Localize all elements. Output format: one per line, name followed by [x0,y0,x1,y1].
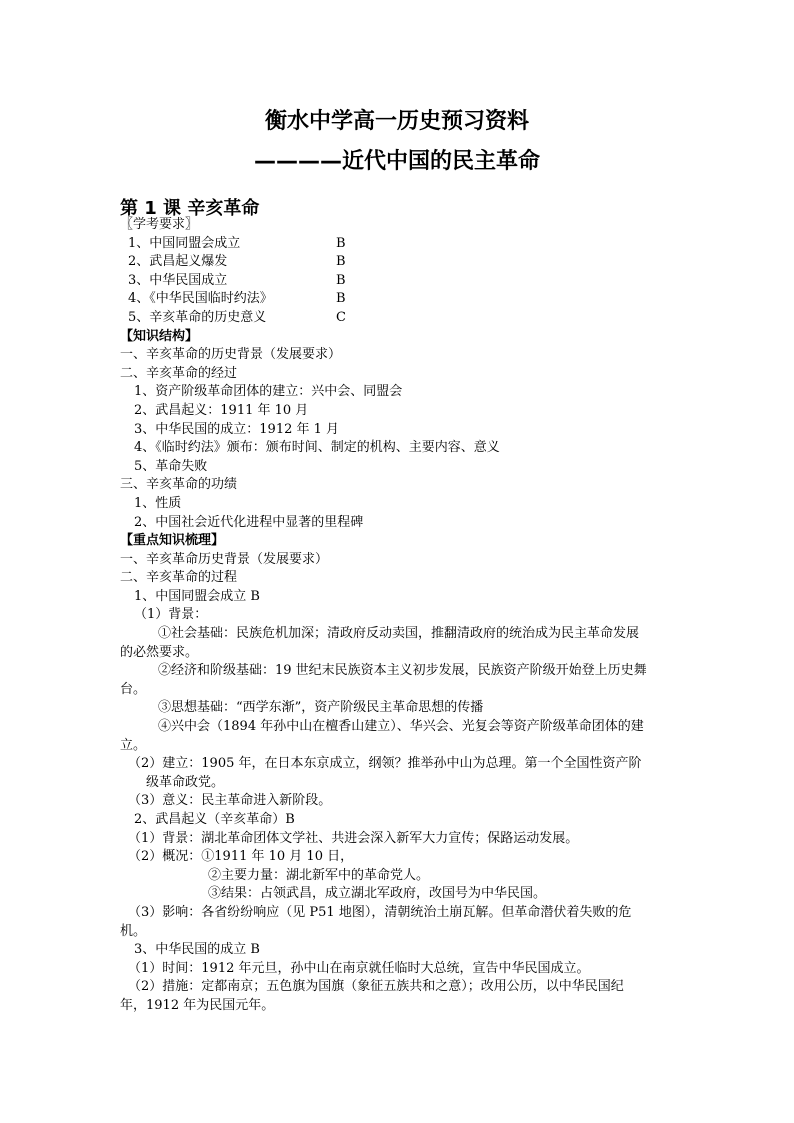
structure-subline: 1、性质 [134,495,182,511]
key-subsection-cont: 年，1912 年为民国元年。 [120,997,275,1013]
requirement-text: 2、武昌起义爆发 [128,254,228,270]
key-paragraph: ②经济和阶级基础：19 世纪末民族资本主义初步发展，民族资产阶级开始登上历史舞 [158,663,647,679]
key-subsection: （1）背景：湖北革命团体文学社、共进会深入新军大力宣传；保路运动发展。 [128,830,579,846]
key-subsection-cont: 机。 [120,923,147,939]
requirements-header: 〖学考要求〗 [120,217,199,232]
key-section: 3、中华民国的成立 B [134,942,260,958]
structure-line: 一、辛亥革命的历史背景（发展要求） [120,347,342,363]
key-subsection: （3）意义：民主革命进入新阶段。 [128,793,332,809]
requirement-text: 4、《中华民国临时约法》 [128,291,273,307]
structure-subline: 3、中华民国的成立：1912 年 1 月 [134,421,340,437]
requirement-text: 5、辛亥革命的历史意义 [128,309,267,325]
requirement-item [120,290,680,309]
key-subsection: （3）影响：各省纷纷响应（见 P51 地图），清朝统治土崩瓦解。但革命潜伏着失败的危 [128,904,632,920]
content-body [120,216,680,1016]
requirement-item [120,309,680,328]
structure-header: 【知识结构】 [120,328,199,344]
key-paragraph: ③思想基础：“西学东渐”，资产阶级民主革命思想的传播 [158,700,484,716]
key-paragraph: ①社会基础：民族危机加深；清政府反动卖国，推翻清政府的统治成为民主革命发展 [158,626,640,642]
structure-subline: 2、武昌起义：1911 年 10 月 [134,402,309,418]
requirement-item [120,272,680,291]
key-paragraph-cont: 的必然要求。 [120,644,199,660]
requirement-text: 1、中国同盟会成立 [128,235,241,251]
key-line: 二、辛亥革命的过程 [120,570,238,586]
requirement-grade: B [336,235,346,251]
requirement-item [120,235,680,254]
document-title: 衡水中学高一历史预习资料 [264,109,529,134]
requirement-grade: B [336,291,346,307]
structure-subline: 4、《临时约法》颁布：颁布时间、制定的机构、主要内容、意义 [134,440,500,456]
requirement-grade: B [336,272,346,288]
requirement-item [120,253,680,272]
structure-subline: 2、中国社会近代化进程中显著的里程碑 [134,514,364,530]
key-subsection: （2）建立：1905 年，在日本东京成立，纲领？推举孙中山为总理。第一个全国性资产阶 [128,756,642,772]
key-paragraph: ②主要力量：湖北新军中的革命党人。 [208,867,430,883]
key-section: 1、中国同盟会成立 B [134,588,260,604]
key-subsection-cont: 级革命政党。 [146,774,225,790]
structure-subline: 1、资产阶级革命团体的建立：兴中会、同盟会 [134,384,403,400]
key-subsection: （1）时间：1912 年元旦，孙中山在南京就任临时大总统，宣告中华民国成立。 [128,960,590,976]
structure-line: 二、辛亥革命的经过 [120,365,238,381]
key-paragraph-cont: 立。 [120,737,147,753]
key-paragraph: ③结果：占领武昌，成立湖北军政府，改国号为中华民国。 [208,886,547,902]
key-subsection: （2）概况：①1911 年 10 月 10 日， [128,849,354,865]
requirement-grade: C [336,309,346,325]
structure-subline: 5、革命失败 [134,458,208,474]
key-paragraph-cont: 台。 [120,681,147,697]
requirement-grade: B [336,254,346,270]
key-subsection: （2）措施：定都南京；五色旗为国旗（象征五族共和之意）；改用公历，以中华民国纪 [128,979,624,995]
structure-line: 三、辛亥革命的功绩 [120,477,238,493]
key-line: 一、辛亥革命历史背景（发展要求） [120,551,329,567]
lesson-heading: 第 1 课 辛亥革命 [120,198,260,219]
key-paragraph: ④兴中会（1894 年孙中山在檀香山建立）、华兴会、光复会等资产阶级革命团体的建 [158,719,644,735]
requirement-text: 3、中华民国成立 [128,272,228,288]
document-subtitle: ————近代中国的民主革命 [253,149,540,174]
key-subsection: （1）背景： [134,607,208,623]
key-points-header: 【重点知识梳理】 [120,533,225,549]
key-section: 2、武昌起义（辛亥革命）B [134,812,295,827]
